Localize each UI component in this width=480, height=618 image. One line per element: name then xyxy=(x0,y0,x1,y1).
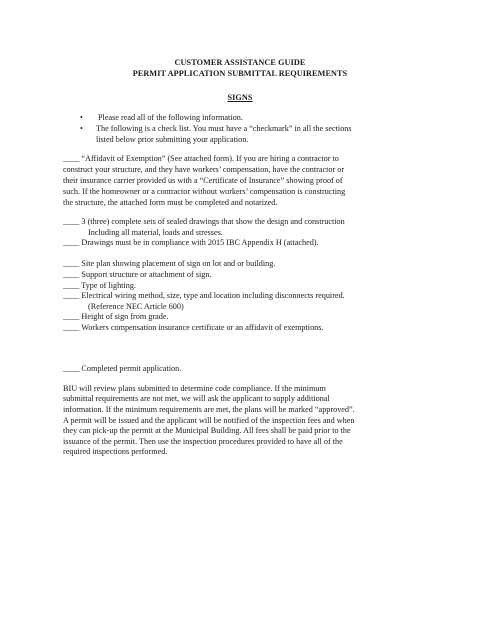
requirements-title: PERMIT APPLICATION SUBMITTAL REQUIREMENTS xyxy=(132,69,348,78)
checklist-item-support: ____ Support structure or attachment of sign. xyxy=(63,270,212,279)
closing-line: required inspections performed. xyxy=(63,447,168,456)
checklist-item-height: ____ Height of sign from grade. xyxy=(63,312,169,321)
affidavit-line: ____ “Affidavit of Exemption” (See attached form). If you are hiring a contractor to xyxy=(63,154,339,163)
bullet-text: listed below prior submitting your application. xyxy=(96,135,249,144)
closing-line: they can pick-up the permit at the Municipal Building. All fees shall be paid prior to the xyxy=(63,426,351,435)
bullet-marker: • xyxy=(80,124,83,133)
checklist-item-ibc: ____ Drawings must be in compliance with 2015 IBC Appendix H (attached). xyxy=(63,238,319,247)
checklist-item-application: ____ Completed permit application. xyxy=(63,364,182,373)
checklist-item-workers-comp: ____ Workers compensation insurance certificate or an affidavit of exemptions. xyxy=(63,323,324,332)
checklist-item-site-plan: ____ Site plan showing placement of sign on lot and or building. xyxy=(63,259,276,268)
bullet-marker: • xyxy=(80,113,83,122)
checklist-item-lighting: ____ Type of lighting. xyxy=(63,281,136,290)
bullet-text: The following is a check list. You must have a “checkmark” in all the sections xyxy=(96,124,352,133)
closing-line: BIU will review plans submitted to determine code compliance. If the minimum xyxy=(63,384,326,393)
guide-title: CUSTOMER ASSISTANCE GUIDE xyxy=(174,58,306,67)
affidavit-line: construct your structure, and they have workers’ compensation, have the contractor or xyxy=(63,165,345,174)
checklist-item-electrical-ref: (Reference NEC Article 600) xyxy=(88,302,184,311)
section-title-signs: SIGNS xyxy=(227,93,253,102)
closing-line: information. If the minimum requirements are met, the plans will be marked “approved”. xyxy=(63,405,355,414)
affidavit-line: their insurance carrier provided us with a “Certificate of Insurance” showing proof of xyxy=(63,176,343,185)
affidavit-line: the structure, the attached form must be completed and notarized. xyxy=(63,198,278,207)
affidavit-line: such. If the homeowner or a contractor without workers’ compensation is constructing xyxy=(63,187,346,196)
closing-line: submittal requirements are not met, we will ask the applicant to supply additional xyxy=(63,394,330,403)
closing-line: A permit will be issued and the applicant will be notified of the inspection fees and when xyxy=(63,416,355,425)
closing-line: issuance of the permit. Then use the inspection procedures provided to have all of the xyxy=(63,437,343,446)
checklist-item-drawings: ____ 3 (three) complete sets of sealed drawings that show the design and construction xyxy=(63,217,345,226)
bullet-text: Please read all of the following information. xyxy=(98,113,243,122)
checklist-item-drawings-cont: Including all material, loads and stresses. xyxy=(88,228,223,237)
checklist-item-electrical: ____ Electrical wiring method, size, type and location including disconnects required. xyxy=(63,291,345,300)
